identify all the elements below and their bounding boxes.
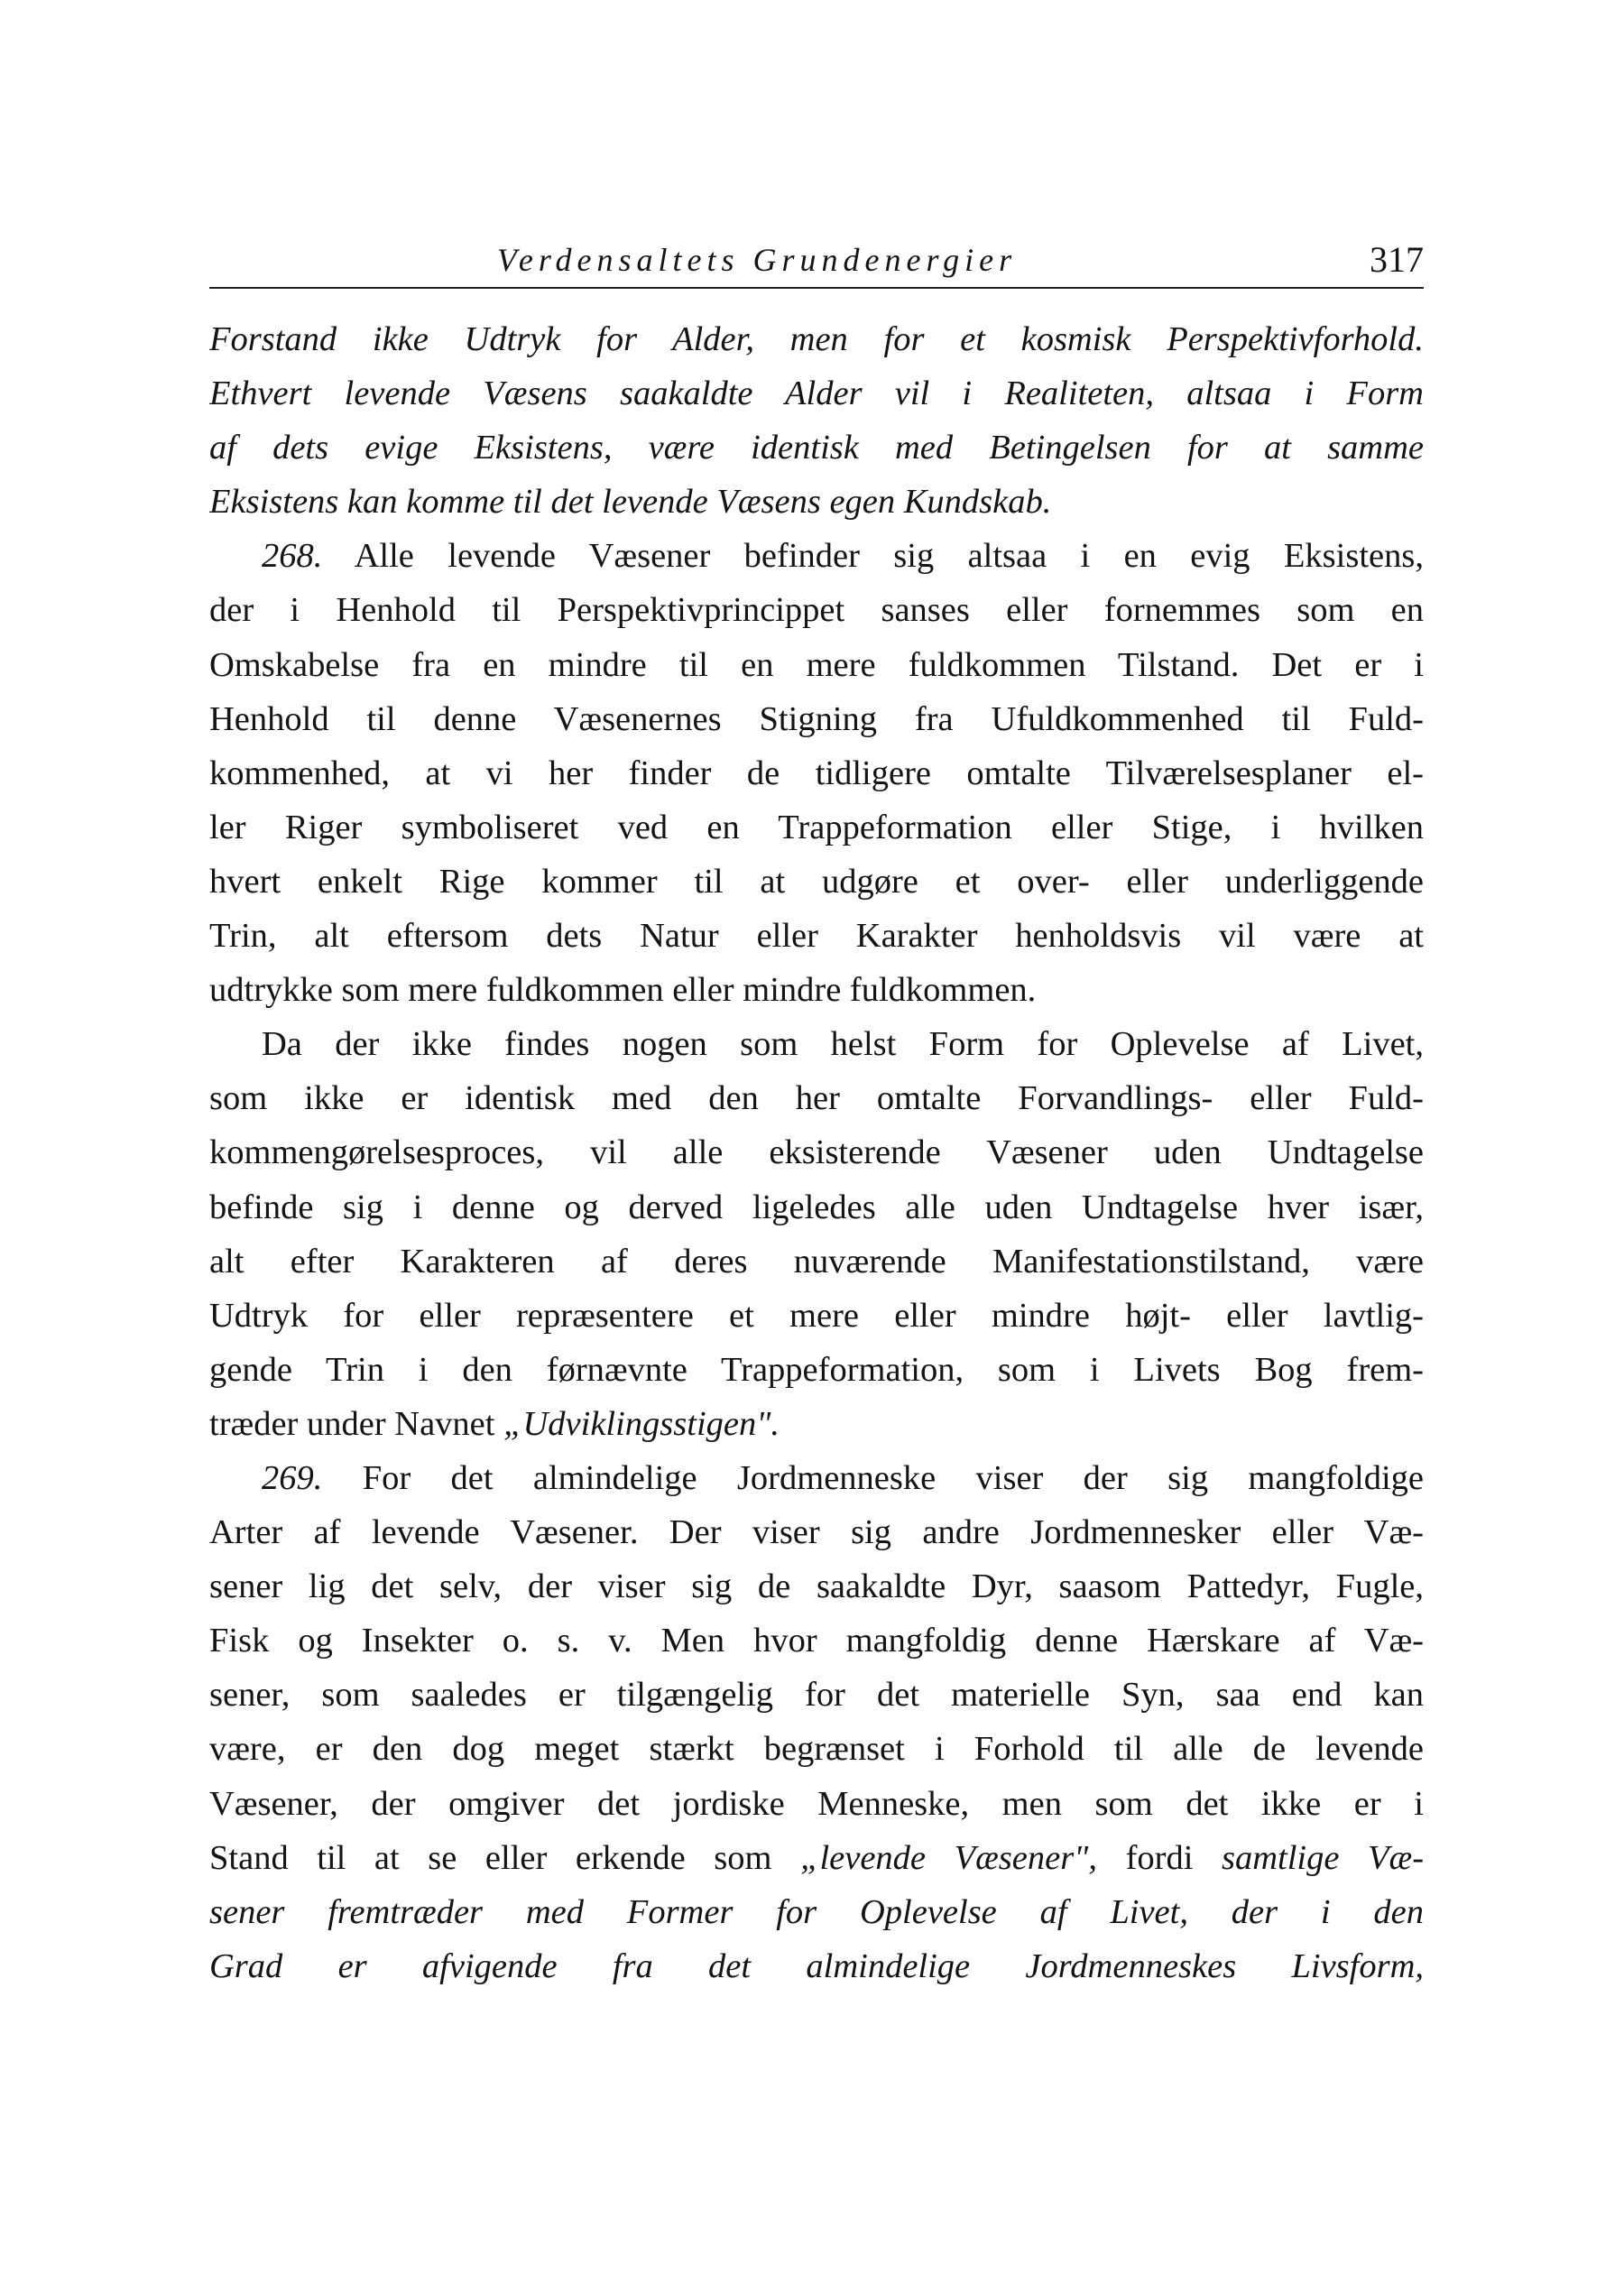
paragraph-start-line: Da der ikke findes nogen som helst Form for Oplevelse af Livet, <box>262 1025 1424 1064</box>
text-line: Udtryk for eller repræsentere et mere eller mindre højt- eller lavtlig- <box>209 1296 1424 1335</box>
emphasis-segment: „levende Væsener", <box>800 1838 1097 1877</box>
running-head <box>209 233 1424 287</box>
text-segment: Alle levende Væsener befinder sig altsaa i en evig Eksistens, <box>354 537 1424 576</box>
text-line: befinde sig i denne og derved ligeledes alle uden Undtagelse hver især, <box>209 1188 1424 1226</box>
page-number: 317 <box>1370 239 1424 280</box>
running-title: Verdensaltets Grundenergier <box>496 242 1018 278</box>
text-segment: træder under Navnet <box>209 1404 495 1443</box>
text-line: Fisk og Insekter o. s. v. Men hvor mangfoldig denne Hærskare af Væ- <box>209 1622 1424 1660</box>
paragraph-start-line <box>209 1451 1424 1505</box>
text-line: Omskabelse fra en mindre til en mere fuldkommen Tilstand. Det er i <box>209 645 1424 684</box>
text-line: Arter af levende Væsener. Der viser sig andre Jordmennesker eller Væ- <box>209 1513 1424 1552</box>
text-line: Forstand ikke Udtryk for Alder, men for et kosmisk Perspektivforhold. <box>209 320 1424 358</box>
section-number: 268. <box>262 537 323 576</box>
text-line: sener fremtræder med Former for Oplevelse af Livet, der i den <box>209 1892 1424 1931</box>
emphasis-segment: „Udviklingsstigen". <box>503 1404 780 1443</box>
text-line: kommenhed, at vi her finder de tidligere omtalte Tilværelsesplaner el- <box>209 754 1424 792</box>
text-segment: fordi <box>1125 1838 1194 1877</box>
body-text <box>209 312 1424 1993</box>
text-line: ler Riger symboliseret ved en Trappeformation eller Stige, i hvilken <box>209 808 1424 846</box>
text-line: være, er den dog meget stærkt begrænset i Forhold til alle de levende <box>209 1730 1424 1769</box>
text-line: Væsener, der omgiver det jordiske Menneske, men som det ikke er i <box>209 1784 1424 1823</box>
section-number: 269. <box>262 1458 323 1497</box>
text-line: Grad er afvigende fra det almindelige Jordmenneskes Livsform, <box>209 1946 1424 1985</box>
text-line: sener lig det selv, der viser sig de saakaldte Dyr, saasom Pattedyr, Fugle, <box>209 1567 1424 1606</box>
text-line: Henhold til denne Væsenernes Stigning fra Ufuldkommenhed til Fuld- <box>209 699 1424 738</box>
text-line: Ethvert levende Væsens saakaldte Alder vil i Realiteten, altsaa i Form <box>209 374 1424 413</box>
text-line: af dets evige Eksistens, være identisk med Betingelsen for at samme <box>209 429 1424 467</box>
text-segment: Stand til at se eller erkende som <box>209 1838 772 1877</box>
text-line: alt efter Karakteren af deres nuværende Manifestationstilstand, være <box>209 1242 1424 1281</box>
emphasis-segment: samtlige Væ- <box>1221 1838 1424 1877</box>
text-line: gende Trin i den førnævnte Trappeformation, som i Livets Bog frem- <box>209 1350 1424 1389</box>
text-line: hvert enkelt Rige kommer til at udgøre et over- eller underliggende <box>209 862 1424 901</box>
text-line: sener, som saaledes er tilgængelig for det materielle Syn, saa end kan <box>209 1676 1424 1715</box>
text-line: Eksistens kan komme til det levende Væsens egen Kundskab. <box>209 483 1052 522</box>
text-segment: For det almindelige Jordmenneske viser der sig mangfoldige <box>362 1458 1424 1497</box>
text-line: der i Henhold til Perspektivprincippet sanses eller fornemmes som en <box>209 591 1424 630</box>
text-line <box>209 1831 1424 1885</box>
text-line: som ikke er identisk med den her omtalte Forvandlings- eller Fuld- <box>209 1079 1424 1118</box>
text-line: kommengørelsesproces, vil alle eksisterende Væsener uden Undtagelse <box>209 1133 1424 1172</box>
text-line <box>209 1397 1424 1451</box>
paragraph-start-line <box>209 529 1424 583</box>
text-line: udtrykke som mere fuldkommen eller mindre fuldkommen. <box>209 971 1037 1010</box>
header-rule <box>209 287 1424 289</box>
text-line: Trin, alt eftersom dets Natur eller Karakter henholdsvis vil være at <box>209 917 1424 956</box>
